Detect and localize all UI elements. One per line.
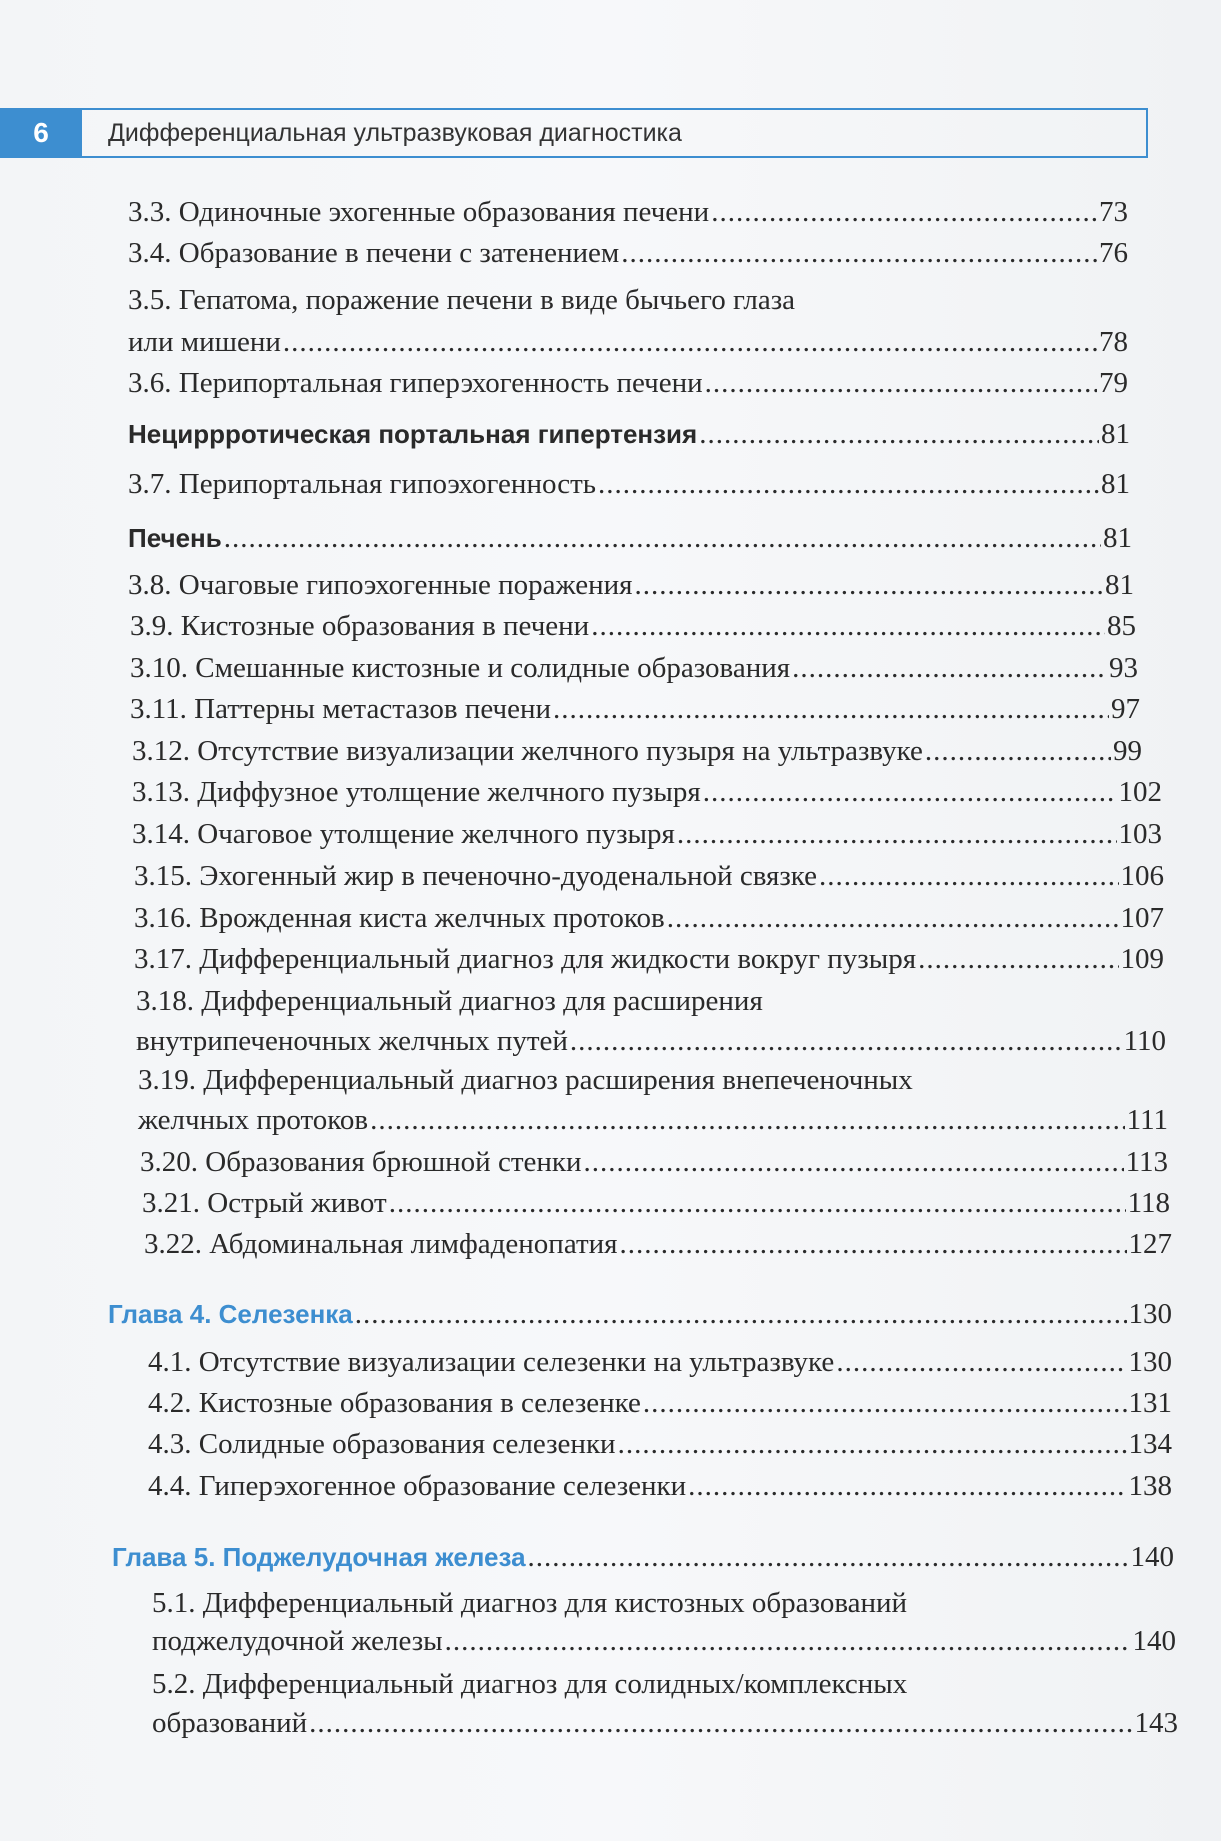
toc-leader-dots — [677, 816, 1117, 852]
toc-entry-page: 118 — [1127, 1187, 1170, 1219]
toc-entry[interactable] — [128, 324, 1128, 360]
toc-leader-dots — [699, 416, 1099, 452]
toc-leader-dots — [553, 691, 1109, 727]
toc-entry-label: 3.14. Очаговое утолщение желчного пузыря — [132, 818, 675, 850]
toc-leader-dots — [711, 194, 1097, 230]
toc-entry-page: 130 — [1128, 1346, 1172, 1378]
toc-entry[interactable] — [128, 235, 1128, 271]
toc-leader-dots — [792, 650, 1107, 686]
toc-leader-dots — [445, 1623, 1131, 1659]
toc-entry-page: 81 — [1101, 468, 1130, 500]
toc-leader-dots — [688, 1468, 1126, 1504]
toc-entry-label: 3.15. Эхогенный жир в печеночно-дуоденальной связке — [134, 860, 818, 892]
toc-leader-dots — [819, 858, 1118, 894]
toc-entry-label: желчных протоков — [138, 1104, 369, 1136]
toc-entry-page: 79 — [1099, 367, 1128, 399]
toc-entry-label: Глава 4. Селезенка — [108, 1299, 353, 1329]
toc-entry-page: 130 — [1128, 1298, 1172, 1330]
toc-entry-label: 4.2. Кистозные образования в селезенке — [148, 1387, 641, 1419]
toc-entry-page: 103 — [1118, 818, 1162, 850]
toc-leader-dots — [621, 235, 1097, 271]
toc-entry[interactable] — [128, 466, 1130, 502]
toc-leader-dots — [591, 608, 1105, 644]
toc-entry-page: 73 — [1099, 196, 1128, 228]
toc-entry[interactable] — [140, 1144, 1168, 1180]
toc-entry-label: 3.13. Диффузное утолщение желчного пузыря — [132, 776, 701, 808]
toc-entry-page: 78 — [1099, 326, 1128, 358]
toc-entry[interactable] — [136, 1023, 1166, 1059]
toc-entry-label: 3.9. Кистозные образования в печени — [130, 610, 590, 642]
toc-entry[interactable] — [148, 1426, 1172, 1462]
toc-entry-page: 106 — [1120, 860, 1164, 892]
toc-entry-label: 3.8. Очаговые гипоэхогенные поражения — [128, 569, 633, 601]
page-number: 6 — [0, 108, 82, 158]
toc-entry-page: 134 — [1128, 1428, 1172, 1460]
toc-entry-label: внутрипеченочных желчных путей — [136, 1025, 568, 1057]
toc-leader-dots — [925, 733, 1111, 769]
toc-entry-label: 3.7. Перипортальная гипоэхогенность — [128, 468, 596, 500]
toc-leader-dots — [705, 365, 1097, 401]
toc-entry-label: Глава 5. Поджелудочная железа — [112, 1542, 526, 1572]
toc-entry-page: 110 — [1123, 1025, 1166, 1057]
toc-entry-label: 3.22. Абдоминальная лимфаденопатия — [144, 1228, 618, 1260]
toc-entry-page: 111 — [1126, 1104, 1168, 1136]
toc-entry-page: 138 — [1128, 1470, 1172, 1502]
toc-entry-page: 76 — [1099, 237, 1128, 269]
running-title: Дифференциальная ультразвуковая диагностика — [108, 118, 682, 147]
toc-entry-label: Печень — [128, 523, 222, 553]
toc-entry-label: 3.12. Отсутствие визуализации желчного пузыря на ультразвуке — [132, 735, 923, 767]
toc-entry[interactable] — [142, 1185, 1170, 1221]
toc-entry-label: 3.17. Дифференциальный диагноз для жидкости вокруг пузыря — [134, 943, 917, 975]
toc-entry[interactable] — [134, 941, 1164, 977]
toc-entry[interactable] — [138, 1102, 1168, 1138]
toc-chapter-heading[interactable] — [112, 1539, 1174, 1575]
toc-entry[interactable] — [148, 1385, 1172, 1421]
toc-entry-label: 3.16. Врожденная киста желчных протоков — [134, 902, 665, 934]
toc-entry[interactable] — [134, 858, 1164, 894]
toc-leader-dots — [389, 1185, 1126, 1221]
toc-leader-dots — [619, 1226, 1126, 1262]
toc-entry[interactable] — [128, 567, 1134, 603]
toc-leader-dots — [584, 1144, 1124, 1180]
toc-entry-page: 102 — [1118, 776, 1162, 808]
toc-section-heading[interactable] — [128, 416, 1130, 452]
toc-entry-label: 4.3. Солидные образования селезенки — [148, 1428, 616, 1460]
toc-entry-page: 85 — [1107, 610, 1136, 642]
toc-entry-label: 3.6. Перипортальная гиперэхогенность печени — [128, 367, 703, 399]
toc-section-heading[interactable] — [128, 520, 1132, 556]
toc-leader-dots — [355, 1296, 1127, 1332]
toc-entry-first-line: 5.1. Дифференциальный диагноз для кистозных образований — [152, 1587, 908, 1619]
toc-entry-page: 113 — [1125, 1146, 1168, 1178]
toc-entry-page: 81 — [1101, 418, 1130, 450]
toc-entry[interactable] — [128, 365, 1128, 401]
toc-entry[interactable] — [128, 194, 1128, 230]
toc-leader-dots — [634, 567, 1103, 603]
toc-entry[interactable] — [152, 1705, 1178, 1741]
toc-leader-dots — [370, 1102, 1125, 1138]
toc-entry[interactable] — [130, 650, 1138, 686]
toc-leader-dots — [618, 1426, 1127, 1462]
toc-entry-page: 93 — [1109, 652, 1138, 684]
toc-entry[interactable] — [132, 816, 1162, 852]
toc-entry-page: 107 — [1120, 902, 1164, 934]
toc-entry[interactable] — [132, 774, 1162, 810]
toc-entry-first-line: 3.19. Дифференциальный диагноз расширения внепеченочных — [138, 1064, 913, 1096]
toc-leader-dots — [836, 1344, 1126, 1380]
toc-entry-label: 3.20. Образования брюшной стенки — [140, 1146, 582, 1178]
toc-entry-label: 3.11. Паттерны метастазов печени — [130, 693, 551, 725]
toc-entry-page: 131 — [1128, 1387, 1172, 1419]
toc-entry-page: 140 — [1132, 1625, 1176, 1657]
toc-entry-first-line: 5.2. Дифференциальный диагноз для солидных/комплексных — [152, 1668, 908, 1700]
toc-chapter-heading[interactable] — [108, 1296, 1172, 1332]
toc-entry-page: 109 — [1120, 943, 1164, 975]
toc-entry-label: 4.4. Гиперэхогенное образование селезенки — [148, 1470, 687, 1502]
toc-entry-page: 140 — [1130, 1541, 1174, 1573]
toc-entry[interactable] — [132, 733, 1142, 769]
toc-entry-label: поджелудочной железы — [152, 1625, 443, 1657]
toc-entry-label: образований — [152, 1707, 308, 1739]
toc-leader-dots — [570, 1023, 1122, 1059]
toc-entry[interactable] — [130, 691, 1140, 727]
toc-entry-label: 3.21. Острый живот — [142, 1187, 387, 1219]
toc-entry[interactable] — [134, 900, 1164, 936]
toc-entry-label: 3.3. Одиночные эхогенные образования печени — [128, 196, 710, 228]
toc-entry[interactable] — [148, 1468, 1172, 1504]
toc-leader-dots — [598, 466, 1099, 502]
toc-entry-page: 81 — [1103, 522, 1132, 554]
toc-entry-label: Нециррротическая портальная гипертензия — [128, 419, 698, 449]
toc-entry-page: 97 — [1111, 693, 1140, 725]
toc-entry-page: 99 — [1113, 735, 1142, 767]
toc-entry-page: 127 — [1128, 1228, 1172, 1260]
toc-leader-dots — [283, 324, 1097, 360]
toc-entry[interactable] — [152, 1623, 1176, 1659]
toc-entry[interactable] — [144, 1226, 1172, 1262]
toc-entry[interactable] — [130, 608, 1136, 644]
toc-leader-dots — [643, 1385, 1127, 1421]
toc-leader-dots — [667, 900, 1119, 936]
toc-entry-label: 3.4. Образование в печени с затенением — [128, 237, 620, 269]
toc-entry-label: 4.1. Отсутствие визуализации селезенки на ультразвуке — [148, 1346, 835, 1378]
toc-leader-dots — [703, 774, 1117, 810]
toc-entry-label: 3.10. Смешанные кистозные и солидные образования — [130, 652, 791, 684]
toc-entry-first-line: 3.18. Дифференциальный диагноз для расширения — [136, 985, 763, 1017]
toc-entry[interactable] — [148, 1344, 1172, 1380]
toc-entry-page: 81 — [1105, 569, 1134, 601]
toc-leader-dots — [224, 520, 1101, 556]
toc-leader-dots — [309, 1705, 1132, 1741]
toc-leader-dots — [918, 941, 1118, 977]
toc-entry-label: или мишени — [128, 326, 281, 358]
toc-entry-page: 143 — [1134, 1707, 1178, 1739]
toc-entry-first-line: 3.5. Гепатома, поражение печени в виде бычьего глаза — [128, 284, 796, 316]
toc-leader-dots — [528, 1539, 1129, 1575]
